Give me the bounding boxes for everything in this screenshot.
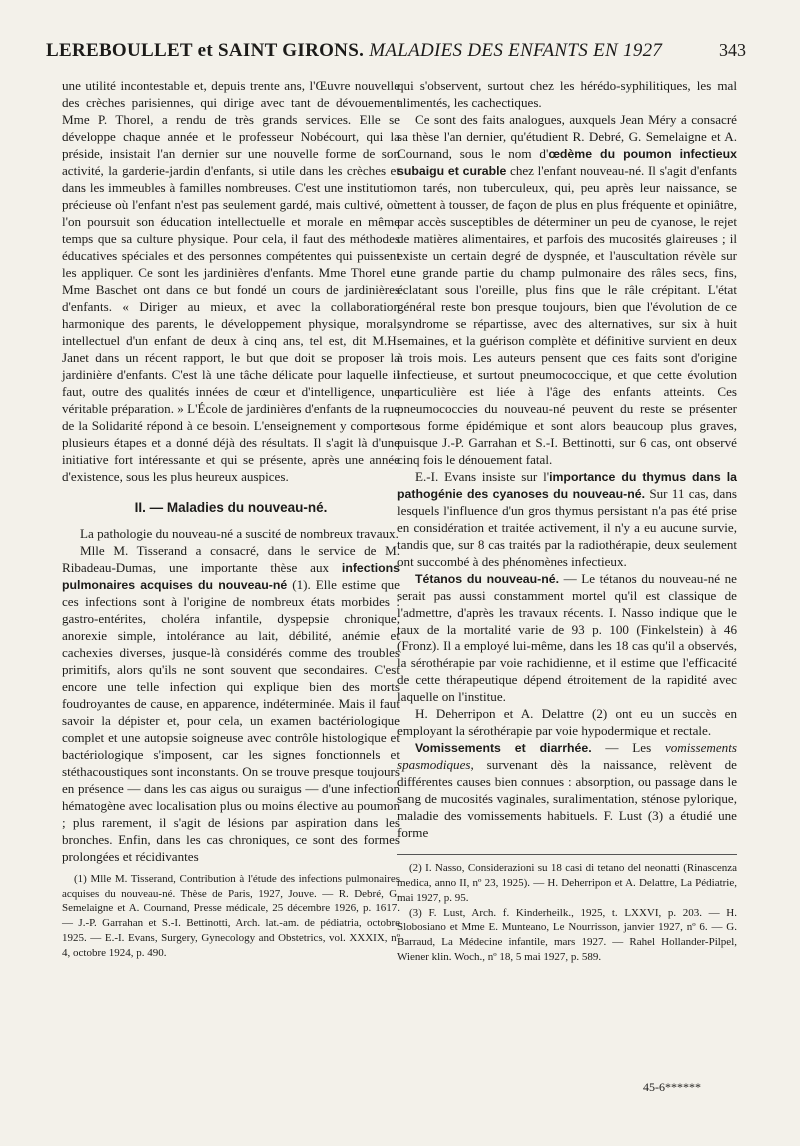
right-paragraph-6-bold: Vomissements et diarrhée.: [415, 741, 592, 756]
left-column: [62, 78, 400, 960]
running-header: [46, 40, 746, 62]
page-number: 343: [719, 40, 746, 60]
right-paragraph-2-intro: Ce sont des faits analogues, auxquels Jean Méry a consacré sa thèse l'an dernier, qu'étudient R. Debré, G. Semelaigne et A. Cournand, sous le nom d': [397, 111, 737, 161]
left-footnotes: [62, 869, 400, 960]
right-paragraph-5: H. Deherripon et A. Delattre (2) ont eu un succès en employant la sérothérapie par voie hypodermique et rectale.: [397, 706, 737, 739]
left-paragraph-2: La pathologie du nouveau-né a suscité de nombreux travaux.: [80, 526, 399, 542]
section-heading: II. — Maladies du nouveau-né.: [134, 499, 328, 515]
footnote-1: (1) Mlle M. Tisserand, Contribution à l'étude des infections pulmonaires acquises du nouveau-né. Thèse de Paris, 1927, Jouve. — R. Debré, G. Semelaigne et A. Cournand, Presse médicale, 25 décembre 1926, p. 1617. — J.-P. Garrahan et S.-I. Bettinotti, Arch. lat.-am. de pédiatria, octobre 1925. — E.-I. Evans, Surgery, Gynecology and Obstetrics, vol. XXXIX, nº 4, octobre 1924, p. 490.: [62, 872, 400, 959]
printer-signature-mark: 45-6******: [643, 1080, 701, 1094]
footnote-3: (3) F. Lust, Arch. f. Kinderheilk., 1925, t. LXXVI, p. 203. — H. Slobosiano et Mme E. Munteano, Le Nourrisson, janvier 1927, nº 6. — G. Barraud, La Médecine infantile, mars 1927. — Rahel Hollander-Pilpel, Wiener klin. Woch., nº 18, 5 mai 1927, p. 589.: [397, 906, 737, 963]
header-journal-title: MALADIES DES ENFANTS EN 1927: [369, 40, 663, 61]
right-paragraph-3-bold: importance du thymus dans la pathogénie des cyanoses du nouveau-né.: [397, 469, 737, 501]
left-paragraph-3-bold: infections pulmonaires acquises du nouveau-né: [62, 561, 400, 593]
right-paragraph-6-rest: survenant dès la naissance, relèvent de différentes causes bien connues : absorption, ou passage dans le sang de mucosités vaginales, suralimentation, sténose pylorique, maladie des vomissements habituels. F. Lust (3) a étudié une forme: [397, 757, 737, 841]
left-paragraph-3: [62, 543, 400, 866]
right-column: [397, 78, 737, 964]
right-paragraph-6: [397, 740, 737, 842]
header-title: [46, 40, 662, 62]
right-paragraph-3-rest: Sur 11 cas, dans lesquels l'influence d'un gros thymus persistant n'a pas été prise en considération et traitée activement, il n'y a eu aucune survie, tandis que, sur 8 cas traités par la radiothérapie, deux seulement ont succombé à des phénomènes infectieux.: [397, 485, 737, 569]
right-paragraph-2-bold: œdème du poumon infectieux subaigu et curable: [397, 146, 737, 178]
header-authors: LEREBOULLET et SAINT GIRONS.: [46, 40, 365, 61]
right-paragraph-4: [397, 571, 737, 707]
right-paragraph-3: [397, 469, 737, 571]
right-paragraph-1: qui s'observent, surtout chez les hérédo-syphilitiques, les mal alimentés, les cachectiques.: [397, 78, 737, 110]
right-paragraph-4-bold: Tétanos du nouveau-né.: [415, 571, 560, 586]
left-paragraph-3-intro: Mlle M. Tisserand a consacré, dans le service de M. Ribadeau-Dumas, une importante thèse aux: [62, 543, 400, 576]
right-paragraph-6-italic: vomissements spasmodiques,: [397, 740, 737, 773]
right-paragraph-2: [397, 112, 737, 469]
footnote-2: (2) I. Nasso, Considerazioni su 18 casi di tetano del neonatti (Rinascenza medica, anno II, nº 23, 1925). — H. Deherripon et A. Delattre, La Pédiatrie, mai 1927, p. 95.: [397, 862, 737, 904]
right-paragraph-6-dash: — Les: [605, 740, 652, 756]
left-paragraph-3-rest: (1). Elle estime que ces infections sont à l'origine de nombreux états morbides : gastro-entérites, choléra infantile, dyspepsie chronique, anorexie simple, intolérance au lait, débilité, anémie et cachexies diverses, jusque-là considérés comme des troubles primitifs, alors qu'ils ne sont souvent que secondaires. C'est encore une telle infection qui explique bien des morts foudroyantes de cause, en apparence, indéterminée. Mais il faut savoir la dépister et, pour cela, un examen bactériologique complet et une autopsie soigneuse avec contrôle histologique et bactériologique s'imposent, car les signes fonctionnels et stéthacoustiques sont inconstants. On se trouve presque toujours en présence — dans les cas aigus ou suraigus — d'une infection hématogène avec localisation plus ou moins élective au poumon ; plus rarement, il s'agit de lésions par aspiration dans les bronches. Enfin, dans les cas chroniques, ce sont des formes prolongées et récidivantes: [62, 577, 400, 864]
right-footnotes: [397, 854, 737, 964]
right-paragraph-2-rest: chez l'enfant nouveau-né. Il s'agit d'enfants non tarés, non tuberculeux, qui, peu après leur naissance, se mettent à tousser, de façon de plus en plus fréquente et opiniâtre, par accès susceptibles de déterminer un peu de cyanose, le rejet de matières alimentaires, et parfois des mucosités glaireuses ; il existe un certain degré de dyspnée, et l'auscultation révèle sur une grande partie du champ pulmonaire des râles secs, fins, éclatant sous l'oreille, plus fins que le râle crépitant. L'état général reste bon presque toujours, bien que l'évolution de ce syndrome se répartisse, avec des alternatives, sur six à huit semaines, et la guérison complète et définitive survient en deux à trois mois. Les auteurs pensent que ces faits sont d'origine infectieuse, et surtout pneumococcique, et que cette évolution particulière est liée à l'âge des enfants atteints. Ces pneumococcies du nouveau-né peuvent du reste se présenter sous forme épidémique et sont alors beaucoup plus graves, puisque J.-P. Garrahan et S.-I. Bettinotti, sur 6 cas, ont observé cinq fois le dénouement fatal.: [397, 162, 738, 467]
left-paragraph-1: une utilité incontestable et, depuis trente ans, l'Œuvre nouvelle des crèches parisiennes, qui dirige avec tant de dévouement Mme P. Thorel, a rendu de très grands services. Elle se développe chaque année et le professeur Nobécourt, qui la préside, insistait l'an dernier sur une nouvelle forme de son activité, la garderie-jardin d'enfants, si utile dans les crèches et dans les immeubles à familles nombreuses. C'est une institution précieuse où l'enfant n'est pas seulement gardé, mais cultivé, où l'on poursuit son éducation intellectuelle et morale en même temps que sa culture physique. Pour cela, il faut des méthodes éducatives spéciales et des personnes compétentes qui puissent les appliquer. Ce sont les jardinières d'enfants. Mme Thorel et Mme Baschet ont dans ce but fondé un cours de jardinières d'enfants. « Diriger au mieux, et avec la collaboration harmonique des parents, le développement physique, moral, intellectuel d'un enfant de deux à cinq ans, tel est, dit M.H. Janet dans un récent rapport, le but que doit se proposer la jardinière d'enfants. C'est là une tâche délicate pour laquelle il faut, outre des qualités innées de cœur et d'intelligence, une véritable préparation. » L'École de jardinières d'enfants de la rue de la Solidarité répond à ce besoin. L'enseignement y comporte plusieurs étapes et a donné déjà des résultats. Il s'agit là d'une initiative fort intéressante et qui se présente, après une année d'existence, sous les plus heureux auspices.: [62, 78, 400, 484]
right-paragraph-4-rest: — Le tétanos du nouveau-né ne serait pas aussi constamment mortel qu'il est classique de l'admettre, d'après les travaux récents. I. Nasso indique que le taux de la mortalité varie de 93 p. 100 (Finkelstein) à 46 (Fronz). Il a employé lui-même, dans les 18 cas qu'il a observés, la sérothérapie par voie rachidienne, et il estime que l'efficacité de cette thérapeutique dépend étroitement de la rapidité avec laquelle on l'institue.: [397, 570, 737, 705]
right-paragraph-3-intro: E.-I. Evans insiste sur l': [415, 468, 550, 484]
